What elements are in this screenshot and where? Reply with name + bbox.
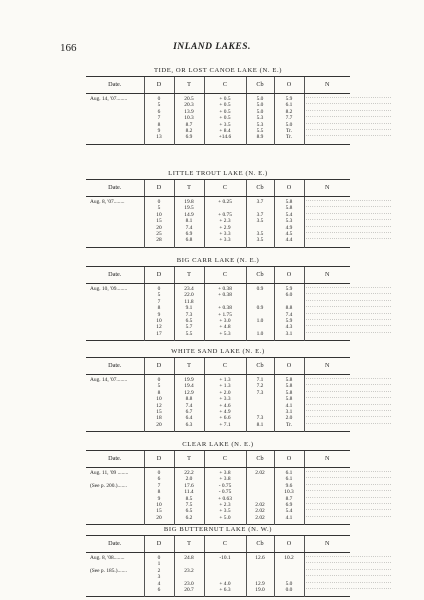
- date-cell: Aug. 10, '09........: [90, 286, 128, 292]
- column-header: D: [144, 180, 174, 197]
- column-header: N: [304, 180, 350, 197]
- column-header: Cb: [246, 451, 274, 468]
- table-title: CLEAR LAKE (N. E.): [182, 441, 254, 448]
- column-header: Date.: [86, 536, 144, 553]
- value-cell: 5.8 5.8 5.8 5.8 4.1 3.1 2.0 Tr.: [274, 375, 304, 432]
- lake-data-table: [86, 535, 393, 597]
- dot-leader: ········································: [305, 108, 393, 114]
- column-header: Date.: [86, 451, 144, 468]
- column-header: D: [144, 267, 174, 284]
- value-cell: 5.8 5.8 5.4 5.3 4.9 4.5 4.4: [274, 197, 304, 248]
- value-cell: 23.4 22.0 11.8 9.1 7.3 6.5 5.7 5.5: [174, 284, 204, 341]
- column-header: N: [304, 451, 350, 468]
- lake-data-table: [86, 450, 393, 525]
- column-header: T: [174, 180, 204, 197]
- dot-leader: ········································: [305, 311, 393, 317]
- column-header: D: [144, 358, 174, 375]
- dot-leader: ········································: [305, 489, 393, 495]
- column-header: Cb: [246, 358, 274, 375]
- table-row: [86, 553, 350, 597]
- lake-table-section: [86, 65, 393, 145]
- dot-leader: ········································: [305, 389, 393, 395]
- dot-leader: ········································: [305, 324, 393, 330]
- dot-leader: ········································: [305, 377, 393, 382]
- column-header: Cb: [246, 536, 274, 553]
- dot-leader: ········································: [305, 115, 393, 121]
- column-header: O: [274, 180, 304, 197]
- column-header: O: [274, 358, 304, 375]
- column-header: C: [204, 77, 246, 94]
- value-cell: 19.8 19.5 14.9 8.1 7.4 6.9 6.8: [174, 197, 204, 248]
- dot-leader: ········································: [305, 470, 393, 475]
- value-cell: + 0.38 + 0.38 + 0.38 + 1.75 + 3.0 + 4.8 + 5.3: [204, 284, 246, 341]
- lake-table-section: [86, 346, 393, 432]
- lake-table-section: [86, 524, 393, 597]
- column-header: N: [304, 77, 350, 94]
- value-cell: 10.2 5.0 0.0: [274, 553, 304, 597]
- dot-leader: ········································: [305, 286, 393, 291]
- date-cell: Aug. 11, '09 ........ (See p. 200.).......: [90, 470, 129, 489]
- column-header: Cb: [246, 180, 274, 197]
- column-header: T: [174, 267, 204, 284]
- column-header: C: [204, 451, 246, 468]
- table-row: [86, 94, 350, 145]
- dot-leader: ········································: [305, 574, 393, 580]
- value-cell: 0.9 0.9 1.0 1.0: [246, 284, 274, 341]
- column-header: T: [174, 451, 204, 468]
- table-row: [86, 375, 350, 432]
- column-header: C: [204, 180, 246, 197]
- page-header: [0, 42, 424, 56]
- date-cell: Aug. 14, '07........: [90, 377, 128, 383]
- table-row: [86, 197, 350, 248]
- page-number: 166: [60, 42, 77, 54]
- column-header: O: [274, 77, 304, 94]
- dot-leader: ········································: [305, 402, 393, 408]
- column-header: T: [174, 358, 204, 375]
- column-header: Date.: [86, 267, 144, 284]
- dot-leader: ········································: [305, 121, 393, 127]
- lake-table-section: [86, 255, 393, 341]
- n-column-cell: [304, 468, 393, 525]
- dot-leader: ········································: [305, 237, 393, 243]
- lake-data-table: [86, 179, 393, 248]
- column-header: D: [144, 451, 174, 468]
- value-cell: -10.1 + 4.0 + 6.3: [204, 553, 246, 597]
- table-title: LITTLE TROUT LAKE (N. E.): [168, 170, 268, 177]
- dot-leader: ········································: [305, 292, 393, 298]
- dot-leader: ········································: [305, 96, 393, 101]
- column-header: O: [274, 267, 304, 284]
- dot-leader: ········································: [305, 495, 393, 501]
- value-cell: + 1.3 + 1.3 + 2.0 + 3.3 + 4.6 + 4.9 + 6.6 + 7.1: [204, 375, 246, 432]
- value-cell: 22.2 2.0 17.6 11.4 8.5 7.5 6.5 6.2: [174, 468, 204, 525]
- dot-leader: ········································: [305, 555, 393, 560]
- value-cell: 19.9 19.4 12.9 8.8 7.4 6.7 6.4 6.3: [174, 375, 204, 432]
- value-cell: 0 5 8 10 12 15 18 20: [144, 375, 174, 432]
- lake-data-table: [86, 357, 393, 432]
- dot-leader: ········································: [305, 205, 393, 211]
- column-header: D: [144, 536, 174, 553]
- dot-leader: ········································: [305, 218, 393, 224]
- table-title: TIDE, OR LOST CANOE LAKE (N. E.): [153, 67, 283, 74]
- lake-table-section: [86, 168, 393, 248]
- dot-leader: ········································: [305, 396, 393, 402]
- value-cell: 5.9 6.0 8.8 7.4 5.9 4.3 3.1: [274, 284, 304, 341]
- column-header: O: [274, 536, 304, 553]
- dot-leader: ········································: [305, 561, 393, 567]
- column-header: O: [274, 451, 304, 468]
- value-cell: 2.02 2.02 2.02 2.02: [246, 468, 274, 525]
- dot-leader: ········································: [305, 224, 393, 230]
- table-title: WHITE SAND LAKE (N. E.): [171, 348, 265, 355]
- dot-leader: ········································: [305, 230, 393, 236]
- dot-leader: ········································: [305, 482, 393, 488]
- column-header: C: [204, 267, 246, 284]
- table-row: [86, 284, 350, 341]
- column-header: T: [174, 536, 204, 553]
- value-cell: + 3.8 + 3.8 - 0.75 - 0.75 + 0.63 + 2.3 + 3.5 + 5.0: [204, 468, 246, 525]
- column-header: C: [204, 358, 246, 375]
- dot-leader: ········································: [305, 567, 393, 573]
- table-row: [86, 468, 350, 525]
- dot-leader: ········································: [305, 134, 393, 140]
- value-cell: + 0.25 + 0.75 + 2.3 + 2.9 + 3.3 + 3.3: [204, 197, 246, 248]
- dot-leader: ········································: [305, 383, 393, 389]
- value-cell: 5.0 5.0 5.0 5.3 5.3 5.5 8.9: [246, 94, 274, 145]
- value-cell: 20.5 20.3 13.9 10.3 8.7 8.2 6.9: [174, 94, 204, 145]
- value-cell: 24.8 23.2 23.0 20.7: [174, 553, 204, 597]
- lake-table-section: [86, 439, 393, 525]
- n-column-cell: [304, 94, 393, 145]
- column-header: Date.: [86, 358, 144, 375]
- dot-leader: ········································: [305, 305, 393, 311]
- value-cell: 5.9 6.1 8.2 7.7 5.0 Tr. Tr.: [274, 94, 304, 145]
- value-cell: 0 6 7 8 9 10 15 20: [144, 468, 174, 525]
- lake-data-table: [86, 76, 393, 145]
- dot-leader: ········································: [305, 298, 393, 304]
- dot-leader: ········································: [305, 586, 393, 592]
- value-cell: 7.1 7.2 7.3 7.3 8.1: [246, 375, 274, 432]
- date-cell: Aug. 14, '07........: [90, 96, 128, 102]
- n-column-cell: [304, 375, 393, 432]
- dot-leader: ········································: [305, 501, 393, 507]
- date-cell: Aug. 8, '07........: [90, 199, 125, 205]
- column-header: Date.: [86, 77, 144, 94]
- table-title: BIG BUTTERNUT LAKE (N. W.): [163, 526, 273, 533]
- dot-leader: ········································: [305, 580, 393, 586]
- dot-leader: ········································: [305, 317, 393, 323]
- value-cell: 0 5 10 15 20 25 28: [144, 197, 174, 248]
- column-header: Date.: [86, 180, 144, 197]
- column-header: D: [144, 77, 174, 94]
- lake-data-table: [86, 266, 393, 341]
- value-cell: 0 5 7 8 9 10 12 17: [144, 284, 174, 341]
- dot-leader: ········································: [305, 199, 393, 204]
- value-cell: 6.1 6.1 9.6 10.3 8.7 6.9 5.4 4.1: [274, 468, 304, 525]
- value-cell: 3.7 3.7 3.5 3.5 3.5: [246, 197, 274, 248]
- value-cell: + 0.5 + 0.5 + 0.5 + 0.5 + 3.5 + 8.4 +14.6: [204, 94, 246, 145]
- column-header: N: [304, 358, 350, 375]
- n-column-cell: [304, 284, 393, 341]
- column-header: Cb: [246, 267, 274, 284]
- dot-leader: ········································: [305, 127, 393, 133]
- dot-leader: ········································: [305, 514, 393, 520]
- column-header: C: [204, 536, 246, 553]
- dot-leader: ········································: [305, 421, 393, 427]
- value-cell: 0 5 6 7 8 9 13: [144, 94, 174, 145]
- dot-leader: ········································: [305, 102, 393, 108]
- dot-leader: ········································: [305, 330, 393, 336]
- dot-leader: ········································: [305, 408, 393, 414]
- n-column-cell: [304, 553, 393, 597]
- column-header: T: [174, 77, 204, 94]
- column-header: Cb: [246, 77, 274, 94]
- dot-leader: ········································: [305, 476, 393, 482]
- column-header: N: [304, 536, 350, 553]
- n-column-cell: [304, 197, 393, 248]
- dot-leader: ········································: [305, 415, 393, 421]
- dot-leader: ········································: [305, 508, 393, 514]
- date-cell: Aug. 8, '08........ (See p. 185.).......: [90, 555, 127, 574]
- value-cell: 12.6 12.9 19.0: [246, 553, 274, 597]
- column-header: N: [304, 267, 350, 284]
- table-title: BIG CARR LAKE (N. E.): [176, 257, 260, 264]
- running-title: INLAND LAKES.: [173, 42, 251, 52]
- dot-leader: ········································: [305, 211, 393, 217]
- value-cell: 0 1 2 3 4 6: [144, 553, 174, 597]
